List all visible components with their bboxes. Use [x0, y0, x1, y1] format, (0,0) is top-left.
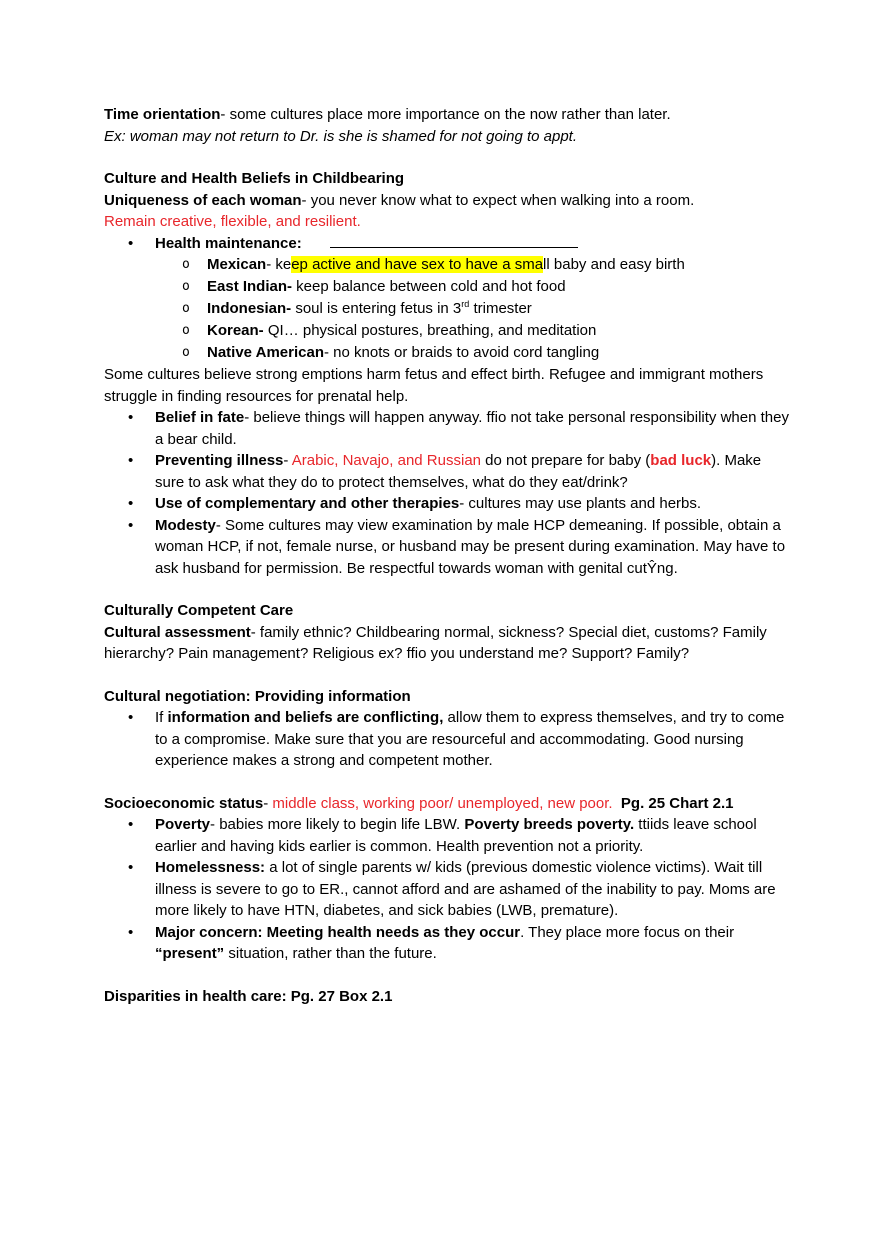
assessment-text: - family ethnic? Childbearing normal, sickness? Special diet, customs? Family hierarchy? Pain management? Religious ex? ffio you understand me? Support? Family?	[104, 623, 767, 662]
practice-text: trimester	[469, 300, 532, 317]
practice-text: ll baby and easy birth	[543, 256, 685, 273]
socio-text: - babies more likely to begin life LBW.	[210, 816, 465, 833]
cultural-practices-list	[104, 254, 794, 364]
practice-term: East Indian-	[207, 278, 293, 295]
list-item	[104, 254, 794, 276]
practice-term: Indonesian-	[207, 300, 292, 317]
assessment-term: Cultural assessment	[104, 623, 251, 641]
socioeconomic-dash: -	[263, 794, 273, 812]
list-item	[104, 450, 794, 493]
practice-text: - no knots or braids to avoid cord tangling	[324, 344, 600, 361]
practice-text: QI… physical postures, breathing, and meditation	[263, 322, 597, 339]
belief-text: -	[283, 452, 292, 469]
practice-text: - ke	[266, 256, 292, 273]
disparities-heading: Disparities in health care: Pg. 27 Box 2.1	[104, 987, 393, 1005]
negotiation-term: information and beliefs are conflicting,	[167, 709, 444, 726]
practice-text: soul is entering fetus in 3	[291, 300, 462, 317]
competent-care-heading: Culturally Competent Care	[104, 602, 294, 619]
time-orientation-term: Time orientation	[104, 106, 221, 123]
socio-term-secondary: Poverty breeds poverty.	[464, 816, 635, 833]
red-bold-text: bad luck	[650, 452, 712, 469]
belief-text: - cultures may use plants and herbs.	[459, 495, 702, 512]
list-item	[104, 276, 794, 298]
socioeconomic-paragraph	[104, 793, 794, 815]
red-text: Arabic, Navajo, and Russian	[291, 452, 481, 469]
socioeconomic-list	[104, 814, 794, 965]
belief-text: ). Make sure to ask what they do to protect themselves, what do they eat/drink?	[155, 452, 762, 491]
practice-term: Korean-	[207, 322, 264, 339]
list-item	[104, 922, 794, 965]
belief-term: Belief in fate	[155, 409, 245, 426]
page-reference: Pg. 25 Chart 2.1	[620, 794, 734, 812]
blank-line	[330, 233, 578, 248]
list-item	[104, 515, 794, 580]
socio-text: . They place more focus on their	[520, 923, 735, 941]
list-item	[104, 298, 794, 320]
document-content	[104, 104, 794, 1007]
list-item	[104, 814, 794, 857]
some-cultures-paragraph: Some cultures believe strong emptions harm fetus and effect birth. Refugee and immigrant mothers struggle in finding resources for prenatal help.	[104, 366, 764, 405]
negotiation-pre: If	[155, 709, 168, 726]
belief-text: - Some cultures may view examination by male HCP demeaning. If possible, obtain a woman HCP, if not, female nurse, or husband may be present during examination. May have to ask husband for permission. Be respectful towards woman with genital cutŶng.	[155, 516, 786, 577]
time-orientation-paragraph	[104, 104, 794, 126]
superscript: rd	[461, 299, 470, 309]
socio-text: ttiids leave school earlier and having kids earlier is common. Health prevention not a priority.	[155, 816, 757, 855]
belief-term: Modesty	[155, 516, 216, 534]
list-item	[104, 407, 794, 450]
socio-term-secondary: “present”	[155, 945, 225, 962]
highlighted-text: ep active and have sex to have a sma	[291, 256, 544, 273]
uniqueness-paragraph	[104, 190, 794, 212]
red-text: middle class, working poor/ unemployed, new poor.	[272, 794, 613, 812]
negotiation-text: allow them to express themselves, and try to come to a compromise. Make sure that you are resourceful and accommodating. Good nursing experience makes a strong and competent mother.	[155, 709, 785, 769]
belief-text: do not prepare for baby (	[481, 452, 651, 469]
belief-text: - believe things will happen anyway. ffio not take personal responsibility when they a bear child.	[155, 409, 789, 448]
practice-text: keep balance between cold and hot food	[292, 278, 566, 295]
socio-term: Major concern: Meeting health needs as they occur	[155, 923, 521, 941]
list-item	[104, 857, 794, 922]
uniqueness-text: - you never know what to expect when walking into a room.	[301, 191, 695, 209]
time-orientation-text: - some cultures place more importance on the now rather than later.	[220, 106, 671, 123]
health-maintenance-label: Health maintenance:	[155, 234, 302, 252]
socio-text: a lot of single parents w/ kids (previous domestic violence victims). Wait till illness is severe to go to ER., cannot afford and are ashamed of the inability to pay. Moms are more likely to have HTN, diabetes, and sick babies (LWB, premature).	[155, 859, 776, 919]
remain-creative-text: Remain creative, flexible, and resilient.	[104, 213, 361, 230]
cultural-assessment-paragraph	[104, 622, 794, 665]
list-item	[104, 233, 794, 255]
beliefs-list	[104, 407, 794, 579]
uniqueness-term: Uniqueness of each woman	[104, 191, 302, 209]
list-item	[104, 707, 794, 772]
list-item	[104, 320, 794, 342]
practice-term: Native American	[207, 344, 324, 361]
belief-term: Use of complementary and other therapies	[155, 495, 460, 512]
socioeconomic-term: Socioeconomic status	[104, 794, 264, 812]
practice-term: Mexican	[207, 256, 267, 273]
socio-term: Homelessness:	[155, 859, 266, 876]
time-orientation-example: Ex: woman may not return to Dr. is she is shamed for not going to appt.	[104, 127, 578, 145]
socio-term: Poverty	[155, 816, 211, 833]
belief-term: Preventing illness	[155, 452, 284, 469]
socio-text: situation, rather than the future.	[224, 945, 437, 962]
list-item	[104, 493, 794, 515]
health-maintenance-list	[104, 233, 794, 255]
list-item	[104, 342, 794, 364]
negotiation-heading: Cultural negotiation: Providing information	[104, 687, 411, 705]
negotiation-list	[104, 707, 794, 772]
culture-health-heading: Culture and Health Beliefs in Childbearing	[104, 170, 405, 187]
